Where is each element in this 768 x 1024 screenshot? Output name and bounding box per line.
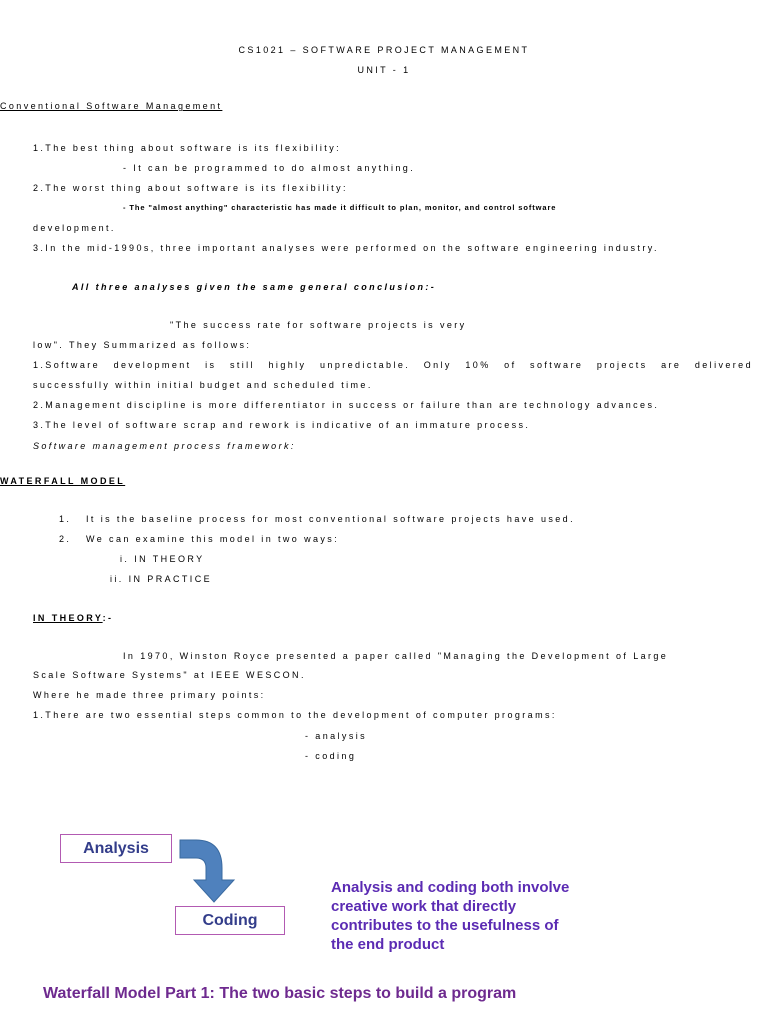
coding-box <box>175 906 285 935</box>
royce-line-2: Scale Software Systems" at IEEE WESCON. <box>33 670 306 680</box>
in-theory-suffix: :- <box>102 613 114 623</box>
figure-description-line: the end product <box>331 936 445 953</box>
document-title: CS1021 – SOFTWARE PROJECT MANAGEMENT <box>238 45 530 55</box>
unit-label: UNIT - 1 <box>357 65 411 75</box>
point-2: 2.The worst thing about software is its flexibility: <box>33 183 348 193</box>
section-heading-conventional: Conventional Software Management <box>0 101 223 111</box>
figure-description-line: Analysis and coding both involve <box>331 879 570 896</box>
framework-label: Software management process framework: <box>33 441 296 451</box>
way-in-practice: ii. IN PRACTICE <box>110 574 213 584</box>
quote-line-2: low". They Summarized as follows: <box>33 340 252 350</box>
step-coding: - coding <box>305 751 357 761</box>
point-1: 1.The best thing about software is its flexibility: <box>33 143 341 153</box>
analysis-box <box>60 834 172 863</box>
point-1-detail: - It can be programmed to do almost anything. <box>123 163 416 173</box>
analysis-box-label: Analysis <box>83 839 149 857</box>
arrow-down-icon <box>178 836 240 906</box>
section-heading-in-theory <box>33 612 113 624</box>
figure-description-line: creative work that directly <box>331 898 517 915</box>
figure-description <box>331 878 611 954</box>
royce-line-4: 1.There are two essential steps common to the development of computer programs: <box>33 710 557 720</box>
in-theory-label: IN THEORY <box>33 613 103 623</box>
coding-box-label: Coding <box>202 911 258 929</box>
conclusion-heading: All three analyses given the same general conclusion:- <box>72 282 437 292</box>
royce-line-1: In 1970, Winston Royce presented a paper called "Managing the Development of Large <box>123 651 669 661</box>
section-heading-waterfall: WATERFALL MODEL <box>0 476 126 486</box>
royce-line-3: Where he made three primary points: <box>33 690 266 700</box>
point-2-detail: - The "almost anything" characteristic has made it difficult to plan, monitor, and control software <box>123 203 557 212</box>
way-in-theory: i. IN THEORY <box>120 554 205 564</box>
point-2-detail-cont: development. <box>33 223 116 233</box>
summary-3: 3.The level of software scrap and rework is indicative of an immature process. <box>33 420 531 430</box>
summary-1-cont: successfully within initial budget and scheduled time. <box>33 380 373 390</box>
quote-line-1: "The success rate for software projects is very <box>170 320 467 330</box>
summary-2: 2.Management discipline is more differentiator in success or failure than are technology advances. <box>33 400 660 410</box>
summary-1: 1.Software development is still highly unpredictable. Only 10% of software projects are delivered <box>33 360 753 370</box>
waterfall-point-1: 1. It is the baseline process for most conventional software projects have used. <box>59 514 575 524</box>
point-3: 3.In the mid-1990s, three important analyses were performed on the software engineering industry. <box>33 243 659 253</box>
figure-description-line: contributes to the usefulness of <box>331 917 559 934</box>
step-analysis: - analysis <box>305 731 368 741</box>
figure-caption: Waterfall Model Part 1: The two basic steps to build a program <box>43 985 517 1002</box>
waterfall-point-2: 2. We can examine this model in two ways: <box>59 534 340 544</box>
